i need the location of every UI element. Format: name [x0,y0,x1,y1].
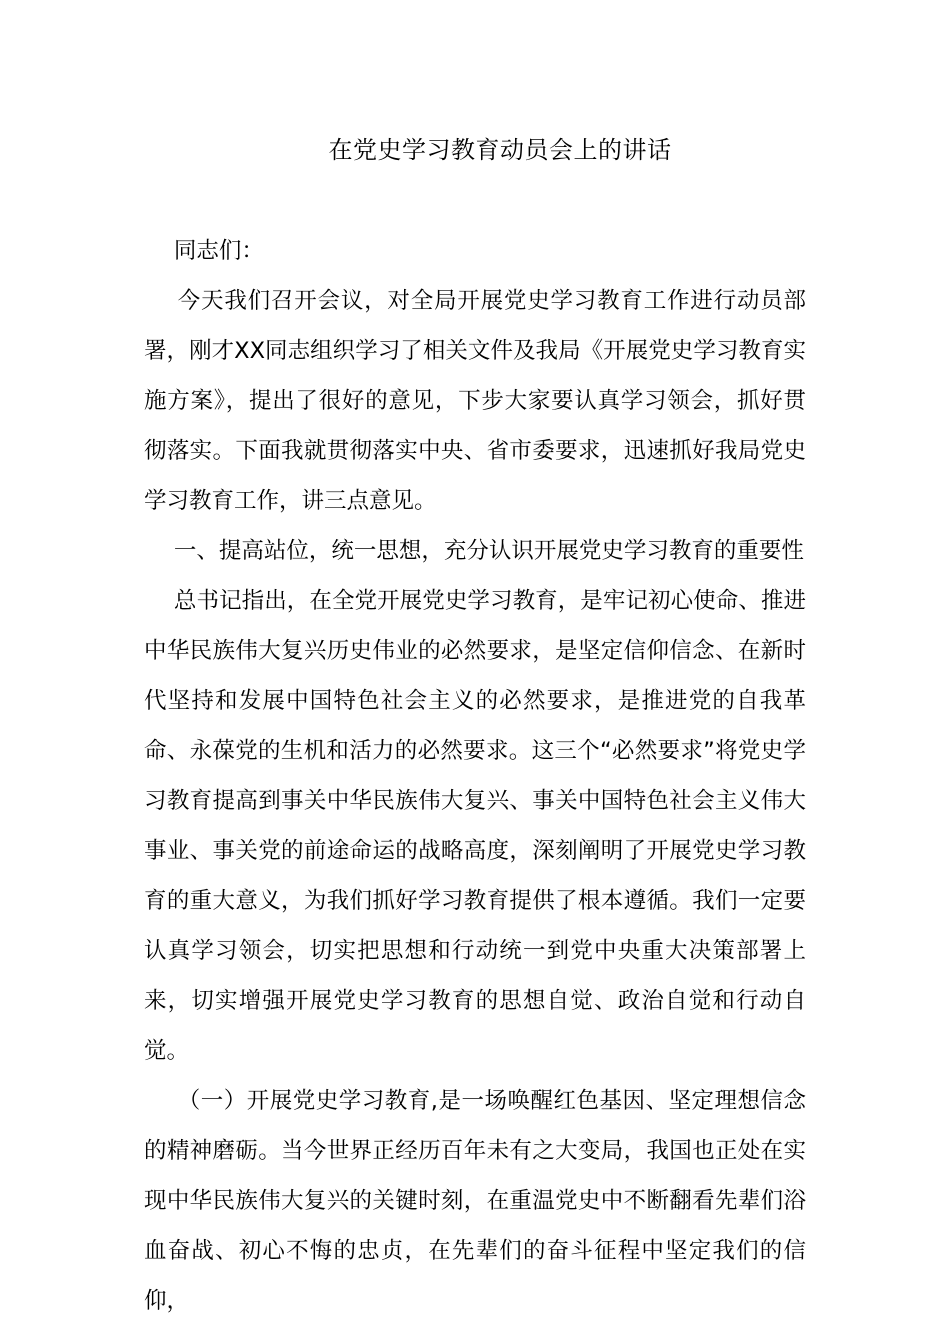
section-heading-1: 一、提高站位，统一思想，充分认识开展党史学习教育的重要性 [173,538,804,564]
document-title: 在党史学习教育动员会上的讲话 [328,136,672,164]
paragraph-opening: 今天我们召开会议，对全局开展党史学习教育工作进行动员部署，刚才XX同志组织学习了相关文件及我局《开展党史学习教育实施方案》，提出了很好的意见，下步大家要认真学习领会，抓好贯彻落实。下面我就贯彻落实中央、省市委要求，迅速抓好我局党史学习教育工作，讲三点意见。 [144,288,806,514]
salutation: 同志们： [173,238,264,264]
paragraph-section-1: 总书记指出，在全党开展党史学习教育，是牢记初心使命、推进中华民族伟大复兴历史伟业的必然要求，是坚定信仰信念、在新时代坚持和发展中国特色社会主义的必然要求，是推进党的自我革命、永葆党的生机和活力的必然要求。这三个“必然要求”将党史学习教育提高到事关中华民族伟大复兴、事关中国特色社会主义伟大事业、事关党的前途命运的战略高度，深刻阐明了开展党史学习教育的重大意义，为我们抓好学习教育提供了根本遵循。我们一定要认真学习领会，切实把思想和行动统一到党中央重大决策部署上来，切实增强开展党史学习教育的思想自觉、政治自觉和行动自觉。 [144,588,806,1064]
document-body [144,226,806,1326]
paragraph-subsection-1: （一）开展党史学习教育,是一场唤醒红色基因、坚定理想信念的精神磨砺。当今世界正经历百年未有之大变局，我国也正处在实现中华民族伟大复兴的关键时刻，在重温党史中不断翻看先辈们浴血奋战、初心不悔的忠贞，在先辈们的奋斗征程中坚定我们的信仰， [144,1088,806,1314]
